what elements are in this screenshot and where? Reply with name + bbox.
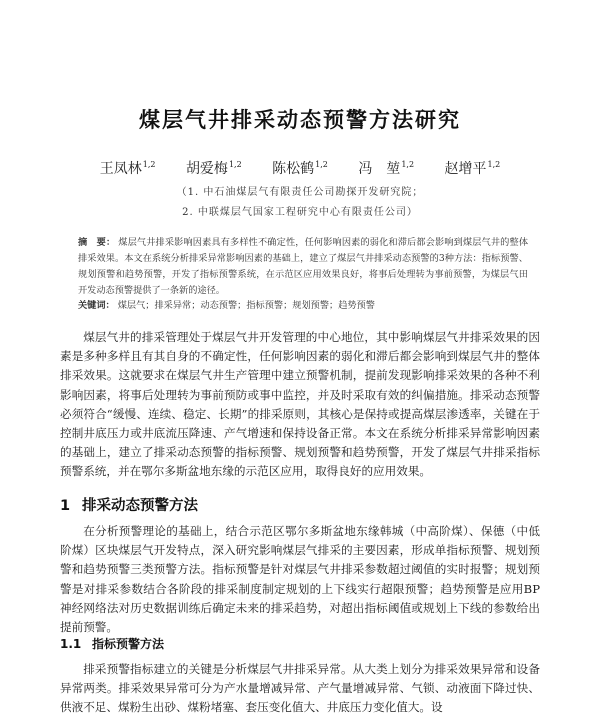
- author-name: 胡爱梅: [185, 161, 228, 177]
- paper-title: 煤层气井排采动态预警方法研究: [139, 108, 461, 132]
- section-number: 1: [60, 498, 71, 514]
- subsection-heading: [60, 635, 164, 652]
- author-name: 王凤林: [99, 161, 142, 177]
- author-list: [0, 158, 600, 178]
- intro-paragraph: 煤层气井的排采管理处于煤层气井开发管理的中心地位，其中影响煤层气井排采效果的因素是多种多样且有其自身的不确定性，任何影响因素的弱化和滞后都会影响到煤层气井的整体排采效果。这就要求在煤层气井生产管理中建立预警机制，提前发现影响排采效果的各种不利影响因素，将事后处理转为事前预防或事中监控，并及时采取有效的纠偏措施。排采动态预警必须符合“缓慢、连续、稳定、长期”的排采原则，其核心是保持或提高煤层渗透率，关键在于控制井底压力或井底流压降速、产气增速和保持设备正常。本文在系统分析排采异常影响因素的基础上，建立了排采动态预警的指标预警、规划预警和趋势预警，开发了煤层气井排采指标预警系统，并在鄂尔多斯盆地东缘的示范区应用，取得良好的应用效果。: [60, 330, 540, 479]
- author-affiliation-mark: 1,2: [315, 160, 328, 170]
- abstract-label: 摘 要：: [78, 237, 116, 248]
- section-heading: [60, 494, 198, 515]
- section-title: 排采动态预警方法: [82, 498, 198, 514]
- author-name: 陈松鹤: [272, 161, 315, 177]
- affiliation-line: 2. 中联煤层气国家工程研究中心有限责任公司）: [182, 207, 418, 218]
- author-affiliation-mark: 1,2: [401, 160, 415, 170]
- author-affiliation-mark: 1,2: [142, 160, 156, 170]
- section-paragraph: 在分析预警理论的基础上，结合示范区鄂尔多斯盆地东缘韩城（中高阶煤）、保德（中低阶煤）区块煤层气开发特点，深入研究影响煤层气排采的主要因素，形成单指标预警、规划预警和趋势预警三类预警方法。指标预警是针对煤层气井排采参数超过阈值的实时报警；规划预警是对排采参数结合各阶段的排采制度制定规划的上下线实行超限预警；趋势预警是应用BP神经网络法对历史数据训练后确定未来的排采趋势，对超出指标阈值或规划上下线的参数给出提前预警。: [60, 524, 540, 635]
- author: [186, 158, 242, 178]
- author-affiliation-mark: 1,2: [228, 160, 242, 170]
- author: [445, 158, 501, 178]
- author-affiliation-mark: 1,2: [487, 160, 501, 170]
- abstract-text: 煤层气井排采影响因素具有多样性不确定性，任何影响因素的弱化和滞后都会影响到煤层气井的整体排采效果。本文在系统分析排采异常影响因素的基础上，建立了煤层气井排采动态预警的3种方法：指标预警、规划预警和趋势预警，开发了指标预警系统，在示范区应用效果良好，将事后处理转为事前预警，为煤层气田开发动态预警提供了一条新的途径。: [78, 237, 529, 297]
- subsection-paragraph: 排采预警指标建立的关键是分析煤层气井排采异常。从大类上划分为排采效果异常和设备异常两类。排采效果异常可分为产水量增减异常、产气量增减异常、气锁、动液面下降过快、供液不足、煤粉生出砂、煤粉堵塞、套压变化值大、井底压力变化值大。设: [60, 662, 540, 715]
- author: [100, 158, 156, 178]
- author-name: 赵增平: [444, 161, 487, 177]
- author: [358, 158, 414, 178]
- keywords-text: 煤层气；排采异常；动态预警；指标预警；规划预警；趋势预警: [117, 300, 375, 311]
- subsection-number: 1.1: [60, 637, 82, 651]
- author-name: 冯 堃: [358, 161, 401, 177]
- author: [272, 158, 328, 178]
- affiliation-line: （1. 中石油煤层气有限责任公司勘探开发研究院；: [176, 187, 424, 198]
- keywords: [78, 299, 528, 313]
- keywords-label: 关键词：: [78, 300, 115, 311]
- subsection-title: 指标预警方法: [92, 637, 165, 651]
- abstract: [78, 235, 528, 299]
